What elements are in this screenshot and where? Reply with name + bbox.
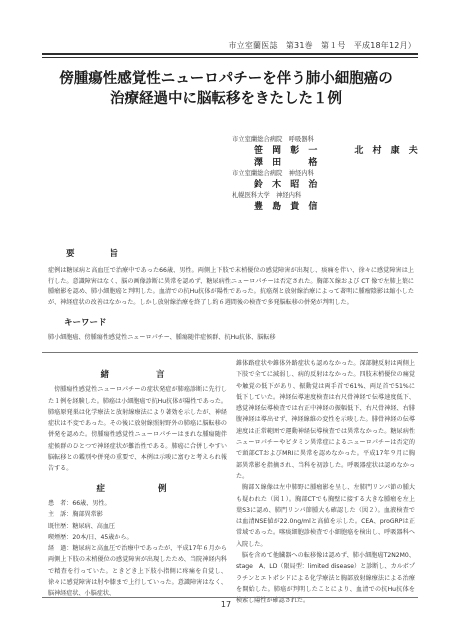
section-divider: [42, 352, 418, 353]
running-head: 市立室蘭医誌 第31巻 第１号 平成18年12月）: [228, 41, 416, 50]
page-number: 17: [220, 600, 232, 609]
title-line-2: 治療経過中に脳転移をきたした１例: [110, 90, 342, 107]
author-row-1: [232, 145, 432, 157]
right-text-2: 胸部Ｘ線像は左中肺野に腫瘤影を呈し、左肺門リンパ節の腫大も疑われた（図１）。胸部CTでも胸壁に接する大きな腫瘤を左上葉S3に認め、肺門リンパ節腫大も確認した（図２）。血液検査では血清NSE値が22.0ng/mlと高値を示した。CEA、proGRPは正常域であった。喀痰細胞診検査で小細胞癌を検出し、呼吸器科へ入院した。: [236, 484, 415, 548]
affiliation-1: 市立室蘭総合病院 呼吸器科: [232, 136, 314, 143]
affiliation-2: 市立室蘭総合病院 神経内科: [232, 170, 314, 177]
right-column: [236, 358, 415, 607]
case-complaint: 主 訴：胸部異常影: [48, 511, 103, 519]
header-rule-thin: [42, 57, 418, 58]
keywords-heading: キーワード: [64, 318, 107, 328]
author-name: 鈴 木 昭 治: [254, 180, 321, 190]
author-name: 笹 岡 彰 一: [254, 146, 321, 156]
article-title: [30, 69, 422, 109]
case-heading: 症 例: [96, 483, 179, 494]
abstract-text: 症例は糖尿病と高血圧で治療中であった66歳、男性。両側上下肢で末梢優位の感覚障害が出現し、痰痛を伴い、徐々に感覚障害は上行した。意識障害はなく、脳の画像診断に異常を認めず、糖尿病性ニューロパチーは否定された。胸部Ｘ線および CT 像で左肺上葉に腫瘤影を認め、肺小細胞癌と判明した。血清での抗Hu抗体が陽性であった。抗癌剤と放射線治療によって著明に腫瘤陰影は縮小したが、神経症状の改善はなかった。しかし放射線治療を終了し約６週間後の検査で多発脳転移の併発が判明した。: [48, 267, 414, 306]
affiliation-3: 札幌医科大学 神経内科: [232, 192, 302, 199]
case-present-illness: 経 過：糖尿病と高血圧で治療中であったが、平成17年６月から両側上下肢の末梢優位の感覚障害が出現したため、当院神経内科で精査を行っていた。ときどき上下肢小指側に疼痛を自覚し、徐々に感覚障害は肘や膝まで上行していった。意識障害はなく、脳神経症状、小脳症状、: [48, 545, 227, 598]
author-name: 澤 田 格: [254, 158, 321, 168]
abstract-heading: 要 旨: [66, 249, 125, 259]
left-column: [48, 370, 227, 600]
right-text-3: 脳を含めて他臓器への転移像は認めず、肺小細胞癌T2N2M0、stage A、LD（限局型：limited disease）と診断し、カルボプラチンとエトポシドによる化学療法と胸部放射線療法による治療を開始した。肺癌が判明したことにより、血清での抗Hu抗体を検索し陽性が確認された。: [236, 552, 415, 605]
author-block: [232, 135, 432, 213]
title-line-1: 傍腫瘍性感覚性ニューロパチーを伴う肺小細胞癌の: [59, 70, 393, 87]
author-name: 豊 島 貴 信: [254, 202, 321, 212]
case-patient: 患 者：66歳、男性。: [48, 499, 111, 507]
keywords-text: 肺小細胞癌、傍腫瘍性感覚性ニューロパチー、腫瘍随伴症候群、抗Hu抗体、脳転移: [48, 334, 276, 341]
header-rule-thick: [42, 53, 418, 55]
footer-rule: [42, 597, 418, 598]
intro-heading: 緒 言: [100, 370, 175, 380]
case-history: 既往歴：糖尿病、高血圧: [48, 522, 116, 530]
right-text-1: 錐体路症状や錐体外路症状も認めなかった。深部腱反射は両側上下肢で全てに減弱し、病的反射はなかった。四肢末梢優位の痛覚や触覚の低下があり、振動覚は両手首で61%、両足首で51%に低下していた。神経伝導速度検査は右尺骨神経で伝導速度低下、感覚神経伝導検査では右正中神経の振幅低下、右尺骨神経、右腓腹神経は導出せず、神経線維の変性を示唆した。腓骨神経の伝導速度は正常範囲で運動神経伝導検査では異常なかった。糖尿病性ニューロパチーやビタミン異常症によるニューロパチーは否定的で頭部CTおよびMRIに異常を認めなかった。平成17年９月に胸部異常影を指摘され、当科を初診した。呼吸器症状は認めなかった。: [236, 360, 415, 480]
intro-text: 傍腫瘍性感覚性ニューロパチーの症状発症が肺癌診断に先行した１例を経験した。肺癌は小細胞癌で抗Hu抗体が陽性であった。肺癌原発巣は化学療法と放射線療法により著効を示したが、神経症状は不変であった。その後に放射線照射野外の肺癌に脳転移の併発を認めた。傍腫瘍性感覚性ニューロパチーはまれな腫瘍随伴症候群のひとつで神経症状が難治性である。肺癌に合併しやすい脳転移との鑑別や併発の重要で、本例は示唆に富むと考えられ報告する。: [48, 386, 228, 473]
case-smoking: 喫煙歴：20本/日、45歳から。: [48, 533, 133, 541]
author-name: 北 村 康 夫: [354, 146, 421, 156]
